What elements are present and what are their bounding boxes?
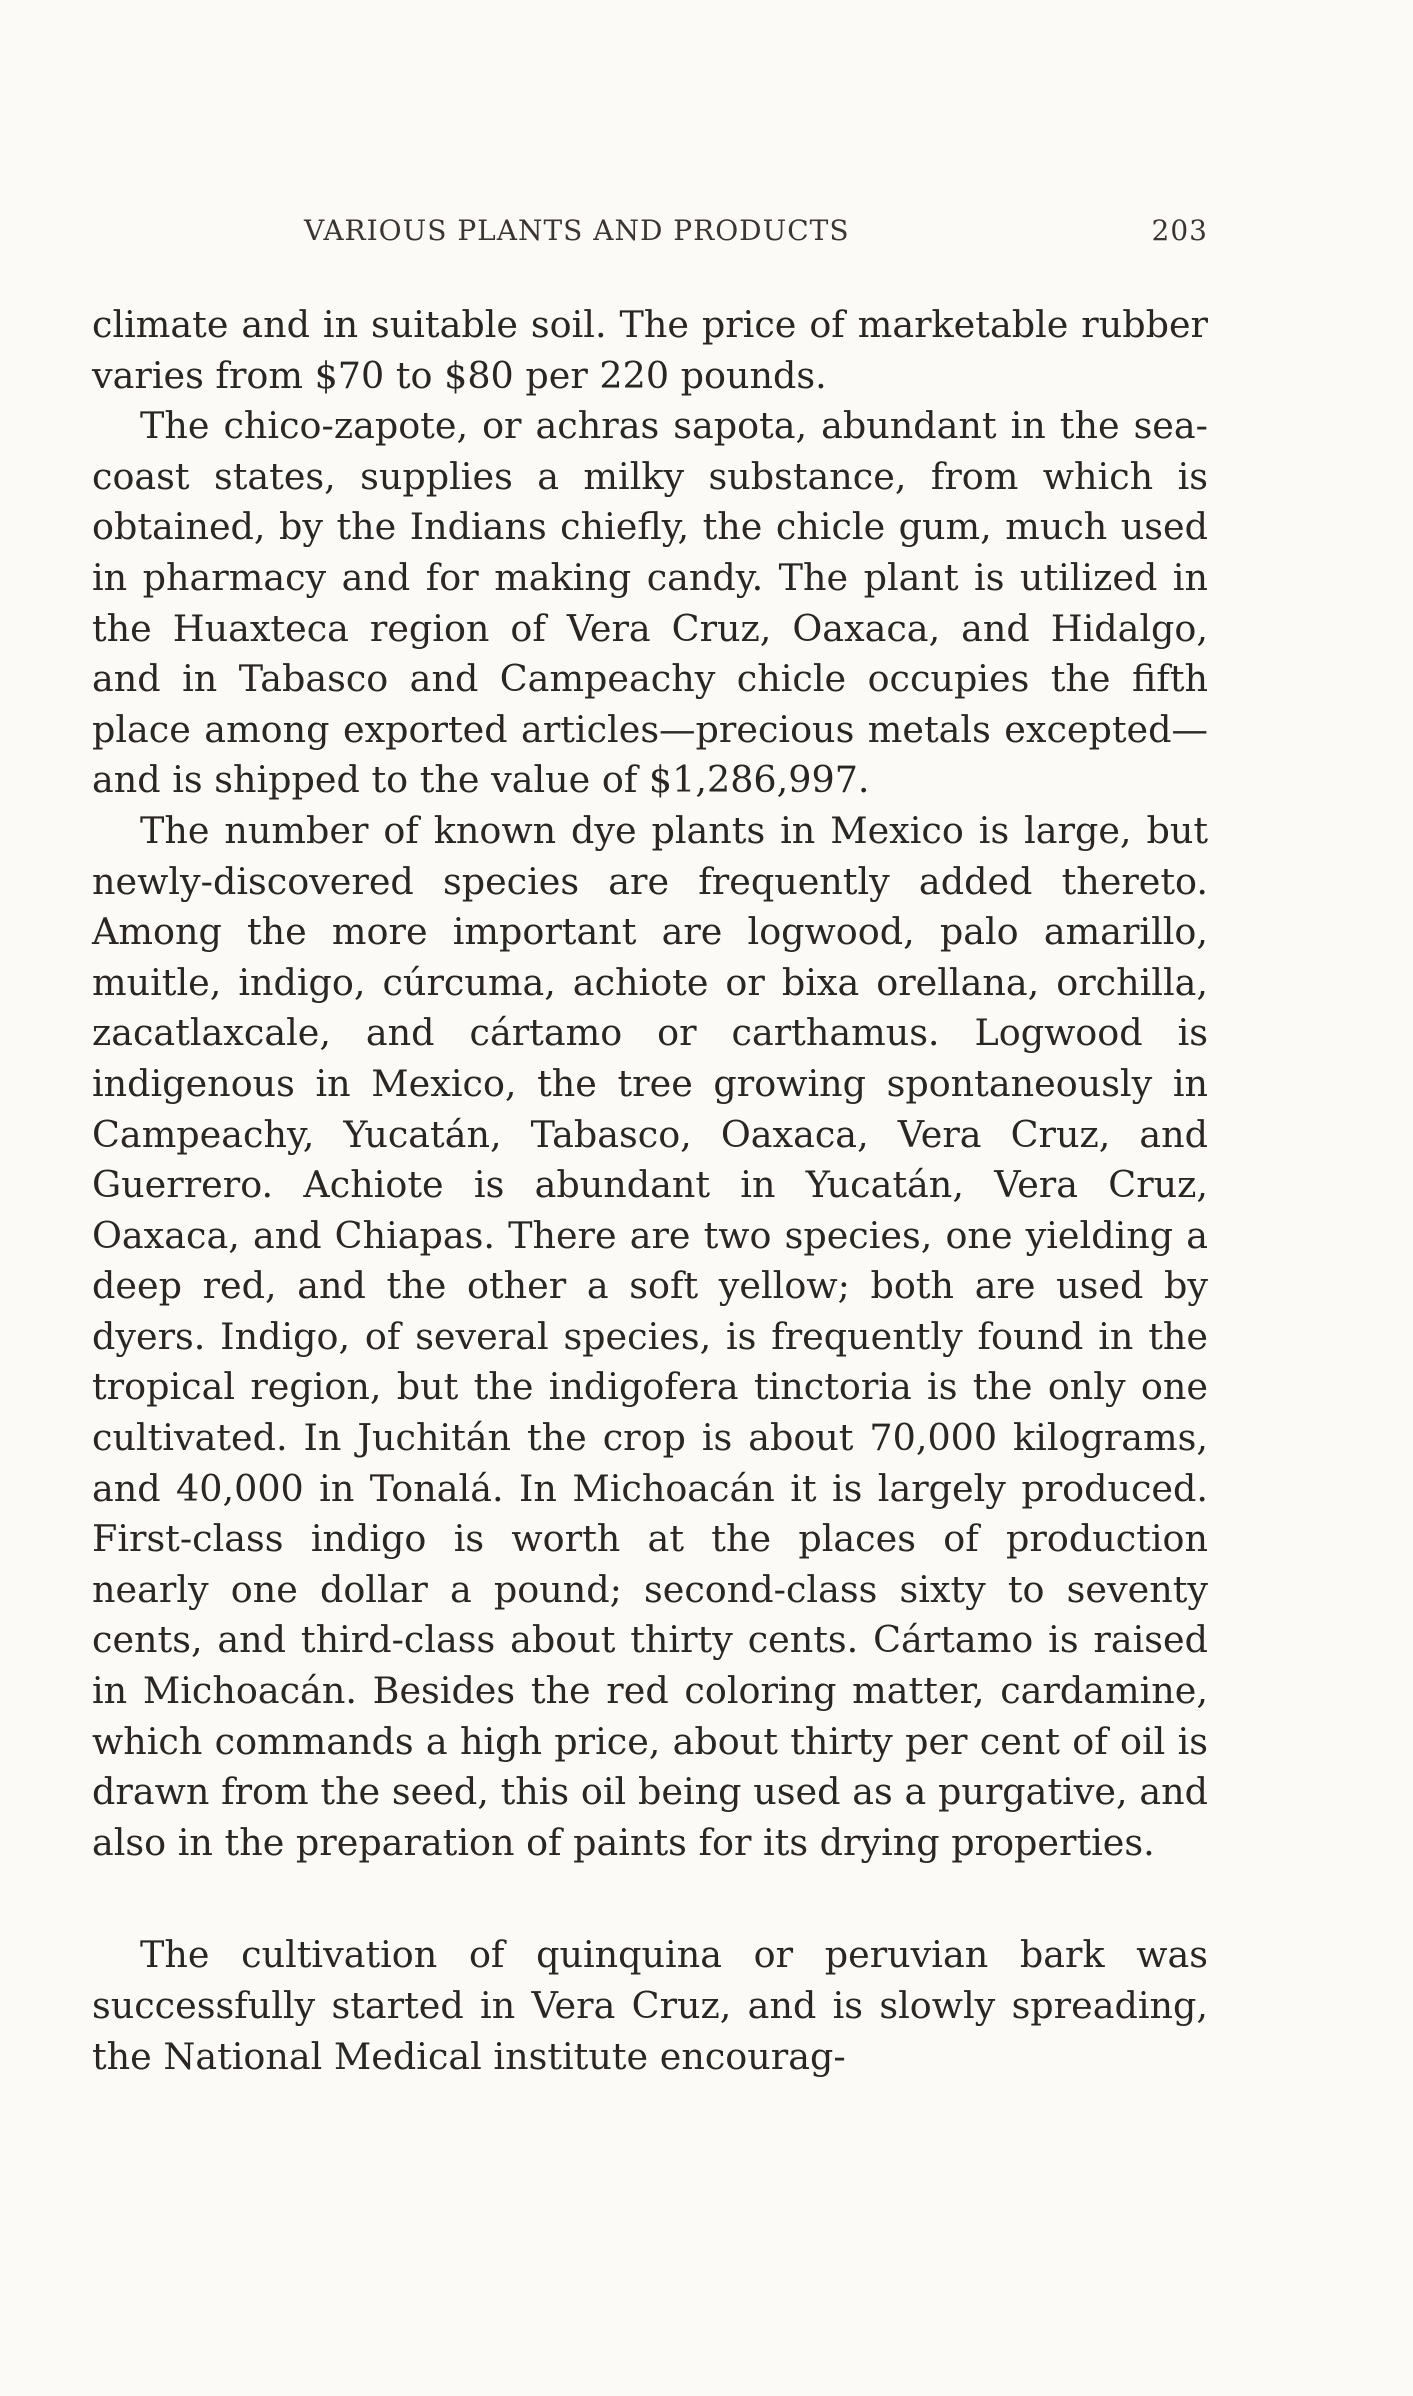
body-text <box>92 300 1208 2082</box>
running-header <box>92 214 1208 254</box>
page-number: 203 <box>1151 214 1208 247</box>
running-head-title: VARIOUS PLANTS AND PRODUCTS <box>304 214 850 247</box>
paragraph-dye-plants: The number of known dye plants in Mexico is large, but newly-discovered species are frequently added thereto. Among the more important are logwood, palo amarillo, muitle, indigo, cúrcuma, achiote or bixa orellana, orchilla, zacatlaxcale, and cártamo or carthamus. Logwood is indigenous in Mexico, the tree growing spontaneously in Campeachy, Yucatán, Tabasco, Oaxaca, Vera Cruz, and Guerrero. Achiote is abundant in Yucatán, Vera Cruz, Oaxaca, and Chiapas. There are two species, one yielding a deep red, and the other a soft yellow; both are used by dyers. Indigo, of several species, is frequently found in the tropical region, but the indigofera tinctoria is the only one cultivated. In Juchitán the crop is about 70,000 kilograms, and 40,000 in Tonalá. In Michoacán it is largely produced. First-class indigo is worth at the places of production nearly one dollar a pound; second-class sixty to seventy cents, and third-class about thirty cents. Cártamo is raised in Michoacán. Besides the red coloring matter, cardamine, which commands a high price, about thirty per cent of oil is drawn from the seed, this oil being used as a purgative, and also in the preparation of paints for its drying properties. <box>92 808 1208 1864</box>
paragraph-quinquina: The cultivation of quinquina or peruvian bark was successfully started in Vera Cruz, and is slowly spreading, the National Medical institute encourag- <box>92 1933 1208 2078</box>
paragraph-chicle: The chico-zapote, or achras sapota, abundant in the sea-coast states, supplies a milky substance, from which is obtained, by the Indians chiefly, the chicle gum, much used in pharmacy and for making candy. The plant is utilized in the Huaxteca region of Vera Cruz, Oaxaca, and Hidalgo, and in Tabasco and Campeachy chicle occupies the fifth place among exported articles—precious metals excepted—and is shipped to the value of $1,286,997. <box>92 404 1208 802</box>
paragraph-rubber-continued: climate and in suitable soil. The price of marketable rubber varies from $70 to $80 per 220 pounds. <box>92 303 1208 397</box>
